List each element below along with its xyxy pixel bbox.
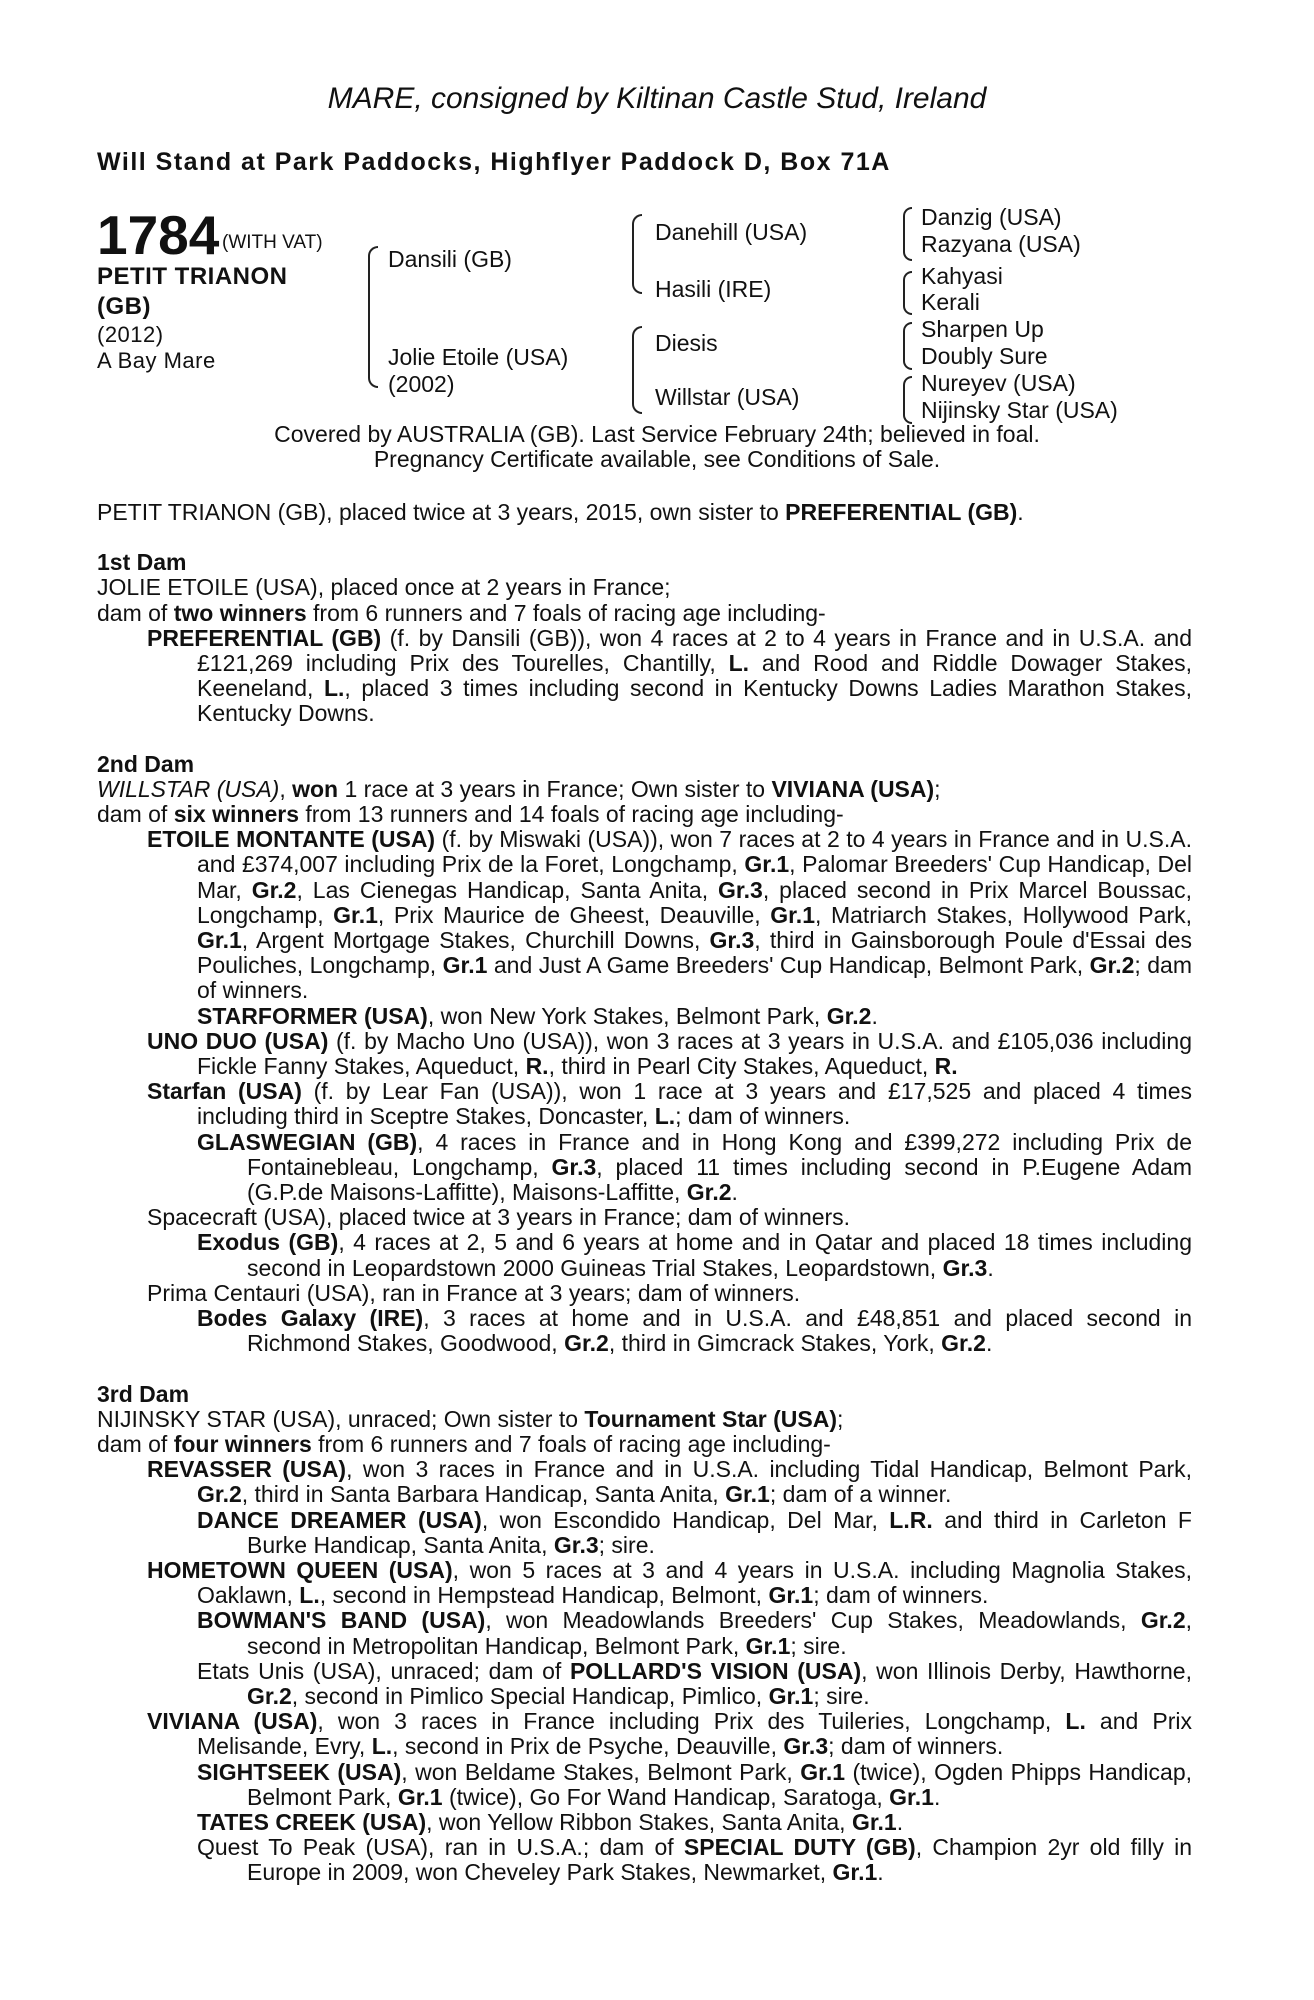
third-dam-heading: 3rd Dam — [97, 1380, 190, 1407]
lot-number: 1784 — [97, 204, 220, 266]
text-run: , won 5 races at 3 and 4 years in U.S.A. including Magnolia Stakes, Oaklawn, — [197, 1556, 1192, 1609]
text-run: Gr.2 — [1089, 952, 1135, 979]
text-run: VIVIANA (USA) — [147, 1708, 318, 1735]
text-run: two winners — [173, 599, 307, 626]
pedigree-brace-ss — [903, 207, 912, 261]
text-run: Gr.2 — [564, 1330, 609, 1357]
text-run: GLASWEGIAN (GB) — [197, 1128, 418, 1155]
text-run: Gr.2 — [197, 1481, 242, 1508]
horse-info — [97, 262, 288, 374]
produce-entry — [97, 1760, 1192, 1810]
text-run: , third in Pearl City Stakes, Aqueduct, — [548, 1053, 935, 1080]
text-run: dam of — [97, 599, 174, 626]
text-run: Starfan (USA) — [147, 1078, 302, 1105]
text-run: 1 race at 3 years in France; Own sister to — [338, 775, 772, 802]
text-run: . — [871, 1002, 878, 1029]
pedigree-dam-sire: Diesis — [655, 330, 718, 356]
text-run: , 4 races at 2, 5 and 6 years at home and in Qatar and placed 18 times including second in Leopardstown 2000 Guineas Trial Stakes, Leopardstown, — [247, 1229, 1193, 1281]
text-run: ETOILE MONTANTE (USA) — [147, 826, 436, 853]
text-run: . — [877, 1859, 884, 1886]
text-run: four winners — [173, 1430, 312, 1457]
text-run: ; dam of winners. — [813, 1582, 989, 1609]
text-run: , — [279, 775, 293, 802]
text-run: Gr.1 — [333, 901, 378, 928]
text-run: . — [731, 1179, 738, 1206]
text-run: ; — [934, 775, 941, 802]
text-run: Gr.1 — [768, 1682, 814, 1709]
text-run: , won Illinois Derby, Hawthorne, — [861, 1657, 1192, 1684]
produce-entry — [97, 1608, 1192, 1658]
pregnancy-line: Pregnancy Certificate available, see Conditions of Sale. — [373, 446, 941, 472]
produce-entry — [97, 1230, 1192, 1280]
text-run: L. — [654, 1103, 676, 1130]
text-run: L. — [728, 650, 750, 677]
pedigree-sire: Dansili (GB) — [388, 246, 512, 272]
text-run: ; dam of winners. — [828, 1733, 1004, 1760]
text-run: Tournament Star (USA) — [584, 1405, 837, 1432]
text-run: . — [896, 1808, 904, 1835]
text-run: SPECIAL DUTY (GB) — [683, 1834, 916, 1861]
horse-desc: A Bay Mare — [97, 348, 216, 373]
text-run: . — [1017, 499, 1024, 525]
text-run: , second in Pimlico Special Handicap, Pimlico, — [291, 1682, 769, 1709]
pedigree-dsd: Doubly Sure — [921, 343, 1048, 369]
text-run: , Las Cienegas Handicap, Santa Anita, — [296, 876, 719, 903]
text-run: Gr.3 — [942, 1254, 988, 1281]
text-run: POLLARD'S VISION (USA) — [569, 1657, 862, 1684]
text-run: Gr.1 — [442, 952, 488, 979]
text-run: Quest To Peak (USA), ran in U.S.A.; dam of — [197, 1834, 684, 1861]
pedigree-brace-main — [368, 246, 378, 388]
text-run: , won Yellow Ribbon Stakes, Santa Anita, — [426, 1808, 852, 1835]
text-run: Gr.1 — [889, 1783, 934, 1810]
text-run: , 3 races at home and in U.S.A. and £48,851 and placed second in Richmond Stakes, Goodwood, — [247, 1305, 1192, 1357]
text-run: SIGHTSEEK (USA) — [197, 1758, 402, 1785]
text-run: , Matriarch Stakes, Hollywood Park, — [815, 901, 1192, 928]
text-run: HOMETOWN QUEEN (USA) — [147, 1556, 453, 1583]
text-run: L. — [1065, 1708, 1086, 1735]
text-run: Gr.2 — [251, 876, 297, 903]
produce-entry: Prima Centauri (USA), ran in France at 3 years; dam of winners. — [147, 1279, 801, 1306]
text-run: PREFERENTIAL (GB) — [147, 624, 382, 651]
pedigree-sire-dam: Hasili (IRE) — [655, 276, 772, 302]
pedigree-brace-ds — [903, 322, 912, 370]
covering-line: Covered by AUSTRALIA (GB). Last Service February 24th; believed in foal. — [274, 421, 1040, 447]
text-run: , 4 races in France and in Hong Kong and £399,272 including Prix de Fontainebleau, Longchamp, — [247, 1128, 1192, 1180]
consignor-title: MARE, consigned by Kiltinan Castle Stud, Ireland — [327, 82, 987, 115]
text-run: Gr.3 — [553, 1531, 599, 1558]
text-run: , Champion 2yr old filly in Europe in 2009, won Cheveley Park Stakes, Newmarket, — [247, 1834, 1193, 1886]
text-run: ; dam of winners. — [675, 1103, 851, 1130]
text-run: dam of — [97, 1430, 174, 1457]
text-run: , Prix Maurice de Gheest, Deauville, — [377, 901, 771, 928]
text-run: UNO DUO (USA) — [147, 1027, 329, 1054]
text-run: Gr.2 — [826, 1002, 872, 1029]
produce-entry — [97, 1810, 1192, 1835]
text-run: Gr.1 — [768, 1582, 814, 1609]
first-dam-line: JOLIE ETOILE (USA), placed once at 2 years in France; — [97, 574, 671, 601]
text-run: , second in Hempstead Handicap, Belmont, — [319, 1582, 769, 1609]
text-run: WILLSTAR (USA) — [97, 775, 280, 802]
text-run: , placed 11 times including second in P.Eugene Adam (G.P.de Maisons-Laffitte), Maisons-Laffitte, — [247, 1153, 1192, 1206]
text-run: (twice), Go For Wand Handicap, Saratoga, — [442, 1783, 890, 1810]
text-run: Gr.1 — [745, 1632, 791, 1659]
text-run: ; sire. — [790, 1632, 847, 1659]
covering-note — [0, 422, 1314, 472]
produce-entry — [97, 1079, 1192, 1129]
text-run: ; sire. — [813, 1682, 870, 1709]
text-run: . — [933, 1783, 941, 1810]
produce-entry — [97, 1457, 1192, 1507]
pedigree-brace-sire — [632, 214, 642, 294]
text-run: , Argent Mortgage Stakes, Churchill Downs, — [241, 927, 710, 954]
text-run: (f. by Macho Uno (USA)), won 3 races at 3 years in U.S.A. and £105,036 including Fickle Fanny Stakes, Aqueduct, — [197, 1027, 1192, 1080]
text-run: , won 3 races in France and in U.S.A. including Tidal Handicap, Belmont Park, — [346, 1456, 1192, 1483]
produce-entry — [97, 1835, 1192, 1885]
text-run: L. — [299, 1582, 320, 1609]
text-run: Exodus (GB) — [197, 1229, 339, 1256]
pedigree-ssd: Razyana (USA) — [921, 231, 1081, 257]
produce-entry — [97, 1508, 1192, 1558]
text-run: ; sire. — [598, 1531, 655, 1558]
pedigree-brace-dd — [903, 376, 912, 424]
pedigree-dam-year: (2002) — [388, 371, 455, 397]
text-run: Gr.1 — [197, 927, 242, 954]
text-run: Gr.2 — [686, 1179, 732, 1206]
text-run: PETIT TRIANON (GB), placed twice at 3 years, 2015, own sister to — [97, 499, 786, 525]
produce-entry: Spacecraft (USA), placed twice at 3 years in France; dam of winners. — [147, 1204, 851, 1231]
text-run: , won Escondido Handicap, Del Mar, — [481, 1506, 890, 1533]
text-run: ; dam of a winner. — [769, 1481, 952, 1508]
text-run: Gr.2 — [941, 1330, 986, 1357]
text-run: , third in Gainsborough Poule d'Essai des Pouliches, Longchamp, — [197, 927, 1192, 979]
text-run: Etats Unis (USA), unraced; dam of — [197, 1657, 570, 1684]
pedigree-dam-dam: Willstar (USA) — [655, 384, 800, 410]
text-run: Bodes Galaxy (IRE) — [197, 1305, 424, 1332]
text-run: L.R. — [889, 1506, 933, 1533]
text-run: dam of — [97, 801, 174, 828]
text-run: (f. by Miswaki (USA)), won 7 races at 2 to 4 years in France and in U.S.A. and £374,007 including Prix de la Foret, Longchamp, — [197, 826, 1192, 878]
text-run: L. — [323, 675, 345, 702]
text-run: R. — [525, 1053, 549, 1080]
text-run: and Rood and Riddle Dowager Stakes, Keeneland, — [197, 650, 1192, 702]
pedigree-sire-sire: Danehill (USA) — [655, 219, 808, 245]
text-run: TATES CREEK (USA) — [197, 1808, 427, 1835]
text-run: VIVIANA (USA) — [771, 775, 935, 802]
text-run: (twice), Ogden Phipps Handicap, Belmont Park, — [247, 1758, 1192, 1810]
pedigree-brace-sd — [903, 271, 912, 315]
produce-entry — [97, 1306, 1192, 1356]
text-run: Gr.3 — [783, 1733, 829, 1760]
text-run: from 6 runners and 7 foals of racing age including- — [311, 1430, 831, 1457]
text-run: Gr.1 — [800, 1758, 846, 1785]
pedigree-sdd: Kerali — [921, 289, 980, 315]
first-dam-heading: 1st Dam — [97, 549, 187, 576]
text-run: , placed 3 times including second in Kentucky Downs Ladies Marathon Stakes, Kentucky Downs. — [197, 675, 1192, 727]
pedigree-brace-dam — [632, 326, 642, 414]
catalogue-body — [97, 500, 1192, 1886]
pedigree-sss: Danzig (USA) — [921, 204, 1062, 230]
produce-entry — [97, 1709, 1192, 1759]
text-run: won — [292, 775, 339, 802]
text-run: , third in Santa Barbara Handicap, Santa Anita, — [241, 1481, 726, 1508]
pedigree-dam: Jolie Etoile (USA) — [388, 344, 569, 370]
intro-paragraph — [97, 500, 1192, 525]
horse-year: (2012) — [97, 322, 164, 347]
first-dam-produce — [97, 601, 1192, 626]
text-run: . — [987, 1254, 994, 1281]
stand-location: Will Stand at Park Paddocks, Highflyer Paddock D, Box 71A — [97, 148, 891, 176]
produce-entry — [97, 1004, 1192, 1029]
text-run: . — [985, 1330, 993, 1357]
text-run: Gr.1 — [832, 1859, 878, 1886]
text-run: six winners — [173, 801, 299, 828]
text-run: Gr.1 — [397, 1783, 443, 1810]
text-run: from 6 runners and 7 foals of racing age including- — [306, 599, 826, 626]
text-run: from 13 runners and 14 foals of racing age including- — [299, 801, 844, 828]
text-run: and Just A Game Breeders' Cup Handicap, Belmont Park, — [487, 952, 1090, 979]
text-run: Gr.1 — [770, 901, 815, 928]
text-run: Gr.3 — [718, 876, 763, 903]
horse-name: PETIT TRIANON — [97, 263, 288, 290]
text-run: R. — [934, 1053, 958, 1080]
text-run: , placed second in Prix Marcel Boussac, Longchamp, — [197, 876, 1192, 928]
text-run: Gr.3 — [709, 927, 755, 954]
text-run: STARFORMER (USA) — [197, 1002, 428, 1029]
text-run: , won Meadowlands Breeders' Cup Stakes, Meadowlands, — [485, 1607, 1141, 1634]
text-run: , won 3 races in France including Prix des Tuileries, Longchamp, — [317, 1708, 1066, 1735]
text-run: Gr.1 — [725, 1481, 770, 1508]
pedigree-ddd: Nijinsky Star (USA) — [921, 397, 1118, 423]
text-run: , second in Metropolitan Handicap, Belmont Park, — [247, 1607, 1193, 1659]
produce-entry — [97, 1558, 1192, 1608]
text-run: and third in Carleton F Burke Handicap, Santa Anita, — [247, 1506, 1192, 1558]
text-run: Gr.3 — [551, 1153, 597, 1180]
text-run: PREFERENTIAL (GB) — [785, 499, 1018, 525]
third-dam-produce — [97, 1432, 1192, 1457]
text-run: , won Beldame Stakes, Belmont Park, — [401, 1758, 801, 1785]
pedigree-dss: Sharpen Up — [921, 316, 1044, 342]
text-run: Gr.1 — [851, 1808, 897, 1835]
text-run: ; dam of winners. — [197, 952, 1192, 1004]
text-run: and Prix Melisande, Evry, — [197, 1708, 1192, 1760]
second-dam-produce — [97, 802, 1192, 827]
text-run: REVASSER (USA) — [147, 1456, 347, 1483]
text-run: ; — [837, 1405, 844, 1432]
text-run: (f. by Lear Fan (USA)), won 1 race at 3 years and £17,525 and placed 4 times including third in Sceptre Stakes, Doncaster, — [197, 1078, 1192, 1130]
text-run: Gr.2 — [247, 1682, 292, 1709]
pedigree-dds: Nureyev (USA) — [921, 370, 1076, 396]
second-dam-line — [97, 777, 1192, 802]
text-run: (f. by Dansili (GB)), won 4 races at 2 to 4 years in France and in U.S.A. and £121,269 including Prix des Tourelles, Chantilly, — [197, 624, 1192, 677]
third-dam-line — [97, 1407, 1192, 1432]
horse-country: (GB) — [97, 293, 151, 320]
text-run: NIJINSKY STAR (USA), unraced; Own sister to — [97, 1405, 585, 1432]
text-run: , second in Prix de Psyche, Deauville, — [392, 1733, 784, 1760]
vat-note: (WITH VAT) — [222, 232, 323, 253]
produce-entry — [97, 626, 1192, 727]
text-run: , won New York Stakes, Belmont Park, — [427, 1002, 827, 1029]
produce-entry — [97, 1029, 1192, 1079]
produce-entry — [97, 1130, 1192, 1206]
text-run: BOWMAN'S BAND (USA) — [197, 1607, 486, 1634]
produce-entry — [97, 1659, 1192, 1709]
produce-entry — [97, 827, 1192, 1003]
second-dam-heading: 2nd Dam — [97, 750, 195, 777]
text-run: L. — [371, 1733, 393, 1760]
text-run: , third in Gimcrack Stakes, York, — [608, 1330, 942, 1357]
text-run: Gr.2 — [1140, 1607, 1186, 1634]
text-run: , Palomar Breeders' Cup Handicap, Del Mar, — [197, 851, 1192, 903]
text-run: Gr.1 — [744, 851, 790, 878]
text-run: DANCE DREAMER (USA) — [197, 1506, 482, 1533]
pedigree-sds: Kahyasi — [921, 263, 1003, 289]
